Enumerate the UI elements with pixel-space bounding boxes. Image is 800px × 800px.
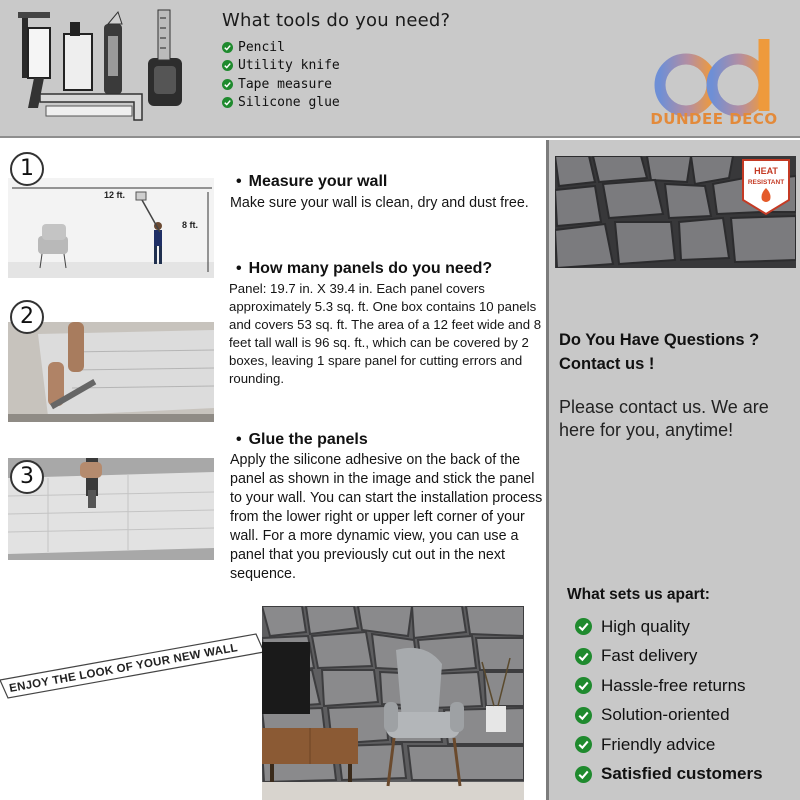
step-2-text bbox=[230, 260, 548, 388]
tools-illustration bbox=[14, 8, 190, 122]
tools-title: What tools do you need? bbox=[222, 10, 451, 31]
step-3-paragraph: Apply the silicone adhesive on the back of the panel as shown in the image and stick the panel to your wall. You can start the installation process from the lower right or upper left corner of your wall. For a more dynamic view, you can use a panel that you previously cut out in the next sequence. bbox=[230, 452, 543, 582]
step-number-2: 2 bbox=[10, 300, 44, 334]
enjoy-banner bbox=[0, 630, 268, 700]
apart-item-label: Friendly advice bbox=[601, 734, 716, 754]
step-2-heading: • How many panels do you need? bbox=[236, 260, 493, 277]
brand-name: DUNDEE DECO bbox=[650, 110, 778, 128]
header-banner bbox=[0, 0, 800, 138]
tool-label: Tape measure bbox=[238, 76, 332, 92]
apart-list bbox=[575, 612, 763, 789]
apart-item bbox=[575, 701, 763, 731]
apart-item bbox=[575, 760, 763, 790]
check-circle-icon bbox=[575, 707, 592, 724]
apart-title: What sets us apart: bbox=[567, 586, 710, 603]
step-number-1: 1 bbox=[10, 152, 44, 186]
tool-label: Utility knife bbox=[238, 58, 340, 74]
step-number-3: 3 bbox=[10, 460, 44, 494]
step-3-heading: • Glue the panels bbox=[236, 431, 368, 448]
heat-badge-line2: RESISTANT bbox=[747, 179, 785, 186]
step-1-paragraph: Make sure your wall is clean, dry and dust free. bbox=[230, 195, 529, 211]
check-circle-icon bbox=[222, 42, 233, 53]
right-sidebar bbox=[546, 140, 800, 800]
width-label: 12 ft. bbox=[104, 190, 126, 200]
apart-item-label: High quality bbox=[601, 616, 690, 636]
check-circle-icon bbox=[222, 79, 233, 90]
apart-item-label: Fast delivery bbox=[601, 646, 698, 666]
apart-item-label: Solution-oriented bbox=[601, 705, 730, 725]
step-2-image bbox=[8, 322, 214, 422]
tool-item bbox=[222, 75, 340, 94]
apart-item bbox=[575, 671, 763, 701]
step-1-heading: • Measure your wall bbox=[236, 173, 388, 190]
tool-label: Silicone glue bbox=[238, 95, 340, 111]
contact-title: Do You Have Questions ? Contact us ! bbox=[559, 331, 760, 373]
check-circle-icon bbox=[575, 618, 592, 635]
tool-item bbox=[222, 38, 340, 57]
apart-item bbox=[575, 612, 763, 642]
check-circle-icon bbox=[575, 766, 592, 783]
step-1-text bbox=[230, 173, 548, 213]
tool-label: Pencil bbox=[238, 39, 285, 55]
tool-item bbox=[222, 94, 340, 113]
enjoy-text: ENJOY THE LOOK OF YOUR NEW WALL bbox=[8, 642, 239, 695]
apart-item bbox=[575, 730, 763, 760]
check-circle-icon bbox=[575, 736, 592, 753]
apart-item-label: Satisfied customers bbox=[601, 764, 763, 784]
stone-panel-image bbox=[555, 156, 796, 268]
contact-text: Please contact us. We are here for you, anytime! bbox=[559, 397, 769, 440]
tools-list bbox=[222, 38, 340, 112]
apart-item-label: Hassle-free returns bbox=[601, 675, 746, 695]
room-photo bbox=[262, 606, 524, 800]
step-2-paragraph: Panel: 19.7 in. X 39.4 in. Each panel covers approximately 5.3 sq. ft. One box contains 10 panels and covers 53 sq. ft. The area of a 12 feet wide and 8 feet tall wall is 96 sq. ft., which can be covered by 2 boxes, leaving 1 spare panel for cutting errors and rounding. bbox=[229, 281, 542, 386]
step-1-image bbox=[8, 178, 214, 278]
check-circle-icon bbox=[222, 97, 233, 108]
tool-item bbox=[222, 57, 340, 76]
heat-badge-line1: HEAT bbox=[754, 166, 778, 176]
apart-item bbox=[575, 642, 763, 672]
step-3-text bbox=[230, 431, 548, 584]
check-circle-icon bbox=[575, 677, 592, 694]
check-circle-icon bbox=[222, 60, 233, 71]
check-circle-icon bbox=[575, 648, 592, 665]
height-label: 8 ft. bbox=[182, 220, 199, 230]
